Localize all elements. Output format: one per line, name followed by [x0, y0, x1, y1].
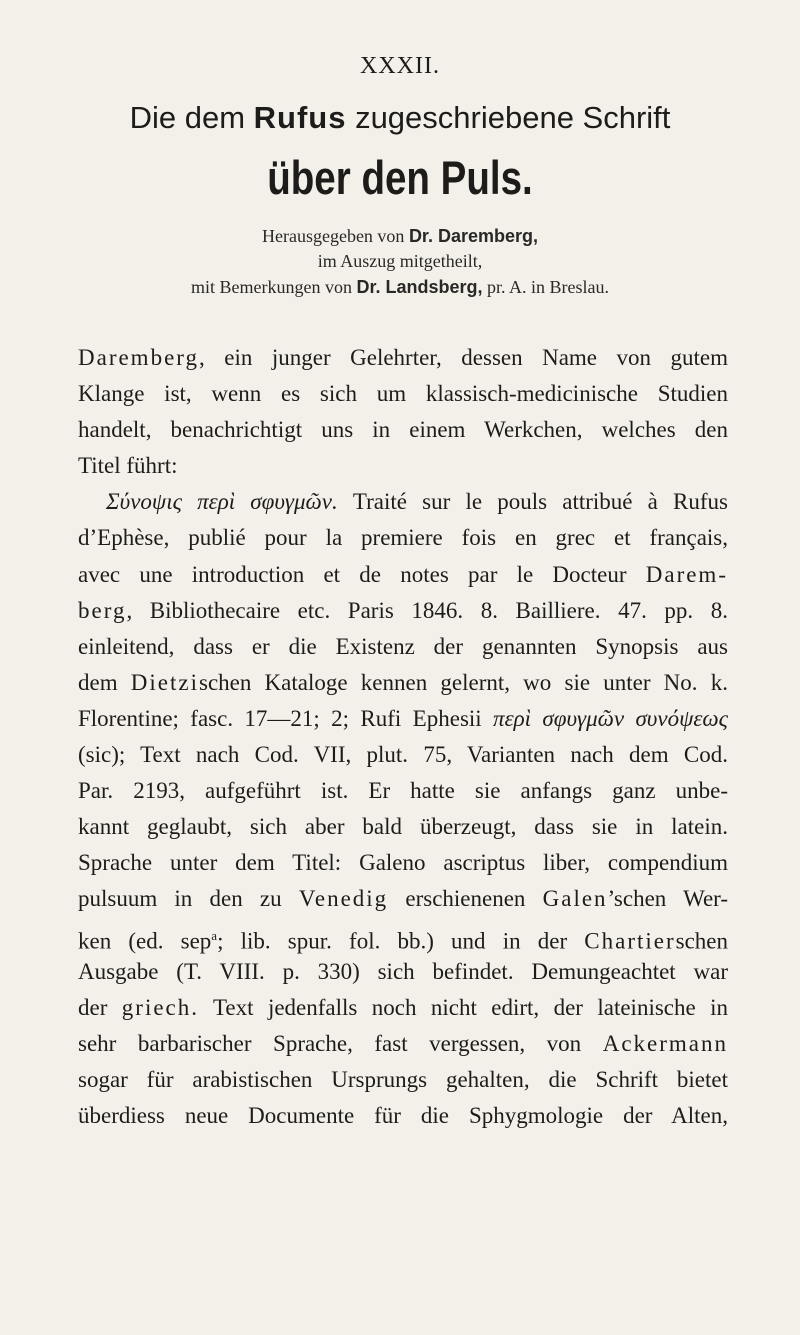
- name-spaced: Darem-: [645, 561, 728, 587]
- body-line: Ausgabe (T. VIII. p. 330) sich befindet. Demungeachtet war: [78, 958, 728, 984]
- body-line: Klange ist, wenn es sich um klassisch-medicinische Studien: [78, 381, 728, 407]
- body-text: [78, 340, 728, 1134]
- body-line: [78, 1026, 728, 1062]
- body-text-run: erschienenen: [388, 886, 543, 912]
- body-text-run: schen: [675, 928, 728, 954]
- editor-line-2: im Auszug mitgetheilt,: [317, 251, 483, 271]
- name-spaced: Venedig: [298, 886, 389, 912]
- name-spaced: Ackermann: [602, 1030, 728, 1056]
- title-prefix: Die dem: [129, 100, 254, 135]
- editor-name: Dr. Daremberg,: [408, 226, 538, 246]
- body-line: [78, 557, 728, 593]
- body-text-run: , ein junger Gelehrter, dessen Name von gutem: [199, 345, 728, 370]
- name-spaced: Chartier: [584, 928, 676, 954]
- body-text-run: ken (ed. sep: [78, 928, 212, 954]
- article-title: [0, 100, 800, 136]
- body-text-run: Traité sur le pouls attribué à Rufus: [337, 489, 728, 515]
- body-line: [78, 665, 728, 701]
- name-spaced: Daremberg: [78, 345, 200, 370]
- name-spaced: griech.: [121, 994, 199, 1020]
- body-line: [78, 701, 728, 737]
- body-line: kannt geglaubt, sich aber bald überzeugt, dass sie in latein.: [78, 814, 728, 840]
- body-line: [78, 990, 728, 1026]
- body-line: [78, 593, 728, 629]
- title-author: Rufus: [253, 100, 347, 135]
- body-text-run: ’schen Wer-: [607, 886, 729, 912]
- body-text-run: Text jedenfalls noch nicht edirt, der lateinische in: [199, 994, 728, 1020]
- body-text-run: Florentine; fasc. 17—21; 2; Rufi Ephesii: [78, 705, 494, 731]
- name-spaced: Dietzi: [130, 669, 199, 695]
- body-text-run: der: [78, 994, 122, 1020]
- body-text-run: avec une introduction et de notes par le Docteur: [78, 561, 646, 587]
- body-line: (sic); Text nach Cod. VII, plut. 75, Varianten nach dem Cod.: [78, 742, 728, 768]
- body-line: [78, 881, 728, 917]
- body-text-run: dem: [78, 669, 131, 695]
- editor-line-3-prefix: mit Bemerkungen von: [190, 277, 357, 297]
- superscript: a: [211, 927, 218, 943]
- body-line: [78, 918, 728, 954]
- body-line: einleitend, dass er die Existenz der genannten Synopsis aus: [78, 633, 728, 659]
- body-text-run: ; lib. spur. fol. bb.) und in der: [217, 928, 585, 954]
- article-subtitle: über den Puls.: [267, 151, 533, 204]
- title-suffix: zugeschriebene Schrift: [346, 100, 671, 135]
- page-number: XXXII.: [360, 53, 440, 79]
- body-text-run: schen Kataloge kennen gelernt, wo sie unter No. k.: [199, 669, 728, 695]
- body-text-run: , Bibliothecaire etc. Paris 1846. 8. Bailliere. 47. pp. 8.: [126, 597, 728, 623]
- editor-line-1: [0, 226, 800, 247]
- editor-line-3: [0, 277, 800, 298]
- greek-text: περὶ σφυγμῶν συνόψεως: [493, 705, 728, 731]
- commentator-name: Dr. Landsberg,: [356, 277, 483, 297]
- editor-line-1-prefix: Herausgegeben von: [261, 226, 409, 246]
- body-line: Titel führt:: [78, 453, 178, 479]
- body-text-run: pulsuum in den zu: [78, 886, 299, 912]
- greek-title: Σύνοψις περὶ σφυγμῶν.: [106, 489, 338, 515]
- body-line: überdiess neue Documente für die Sphygmologie der Alten,: [78, 1102, 728, 1128]
- body-line: [78, 484, 728, 520]
- body-line: d’Ephèse, publié pour la premiere fois en grec et français,: [78, 525, 728, 551]
- body-line: Par. 2193, aufgeführt ist. Er hatte sie anfangs ganz unbe-: [78, 778, 728, 804]
- editor-line-3-suffix: pr. A. in Breslau.: [482, 277, 609, 297]
- body-line: [78, 340, 728, 376]
- name-spaced: Galen: [542, 886, 608, 912]
- name-spaced: berg: [78, 597, 127, 623]
- body-line: sogar für arabistischen Ursprungs gehalten, die Schrift bietet: [78, 1066, 728, 1092]
- body-line: handelt, benachrichtigt uns in einem Werkchen, welches den: [78, 417, 728, 443]
- body-line: Sprache unter dem Titel: Galeno ascriptus liber, compendium: [78, 850, 728, 876]
- body-text-run: sehr barbarischer Sprache, fast vergessen, von: [78, 1030, 603, 1056]
